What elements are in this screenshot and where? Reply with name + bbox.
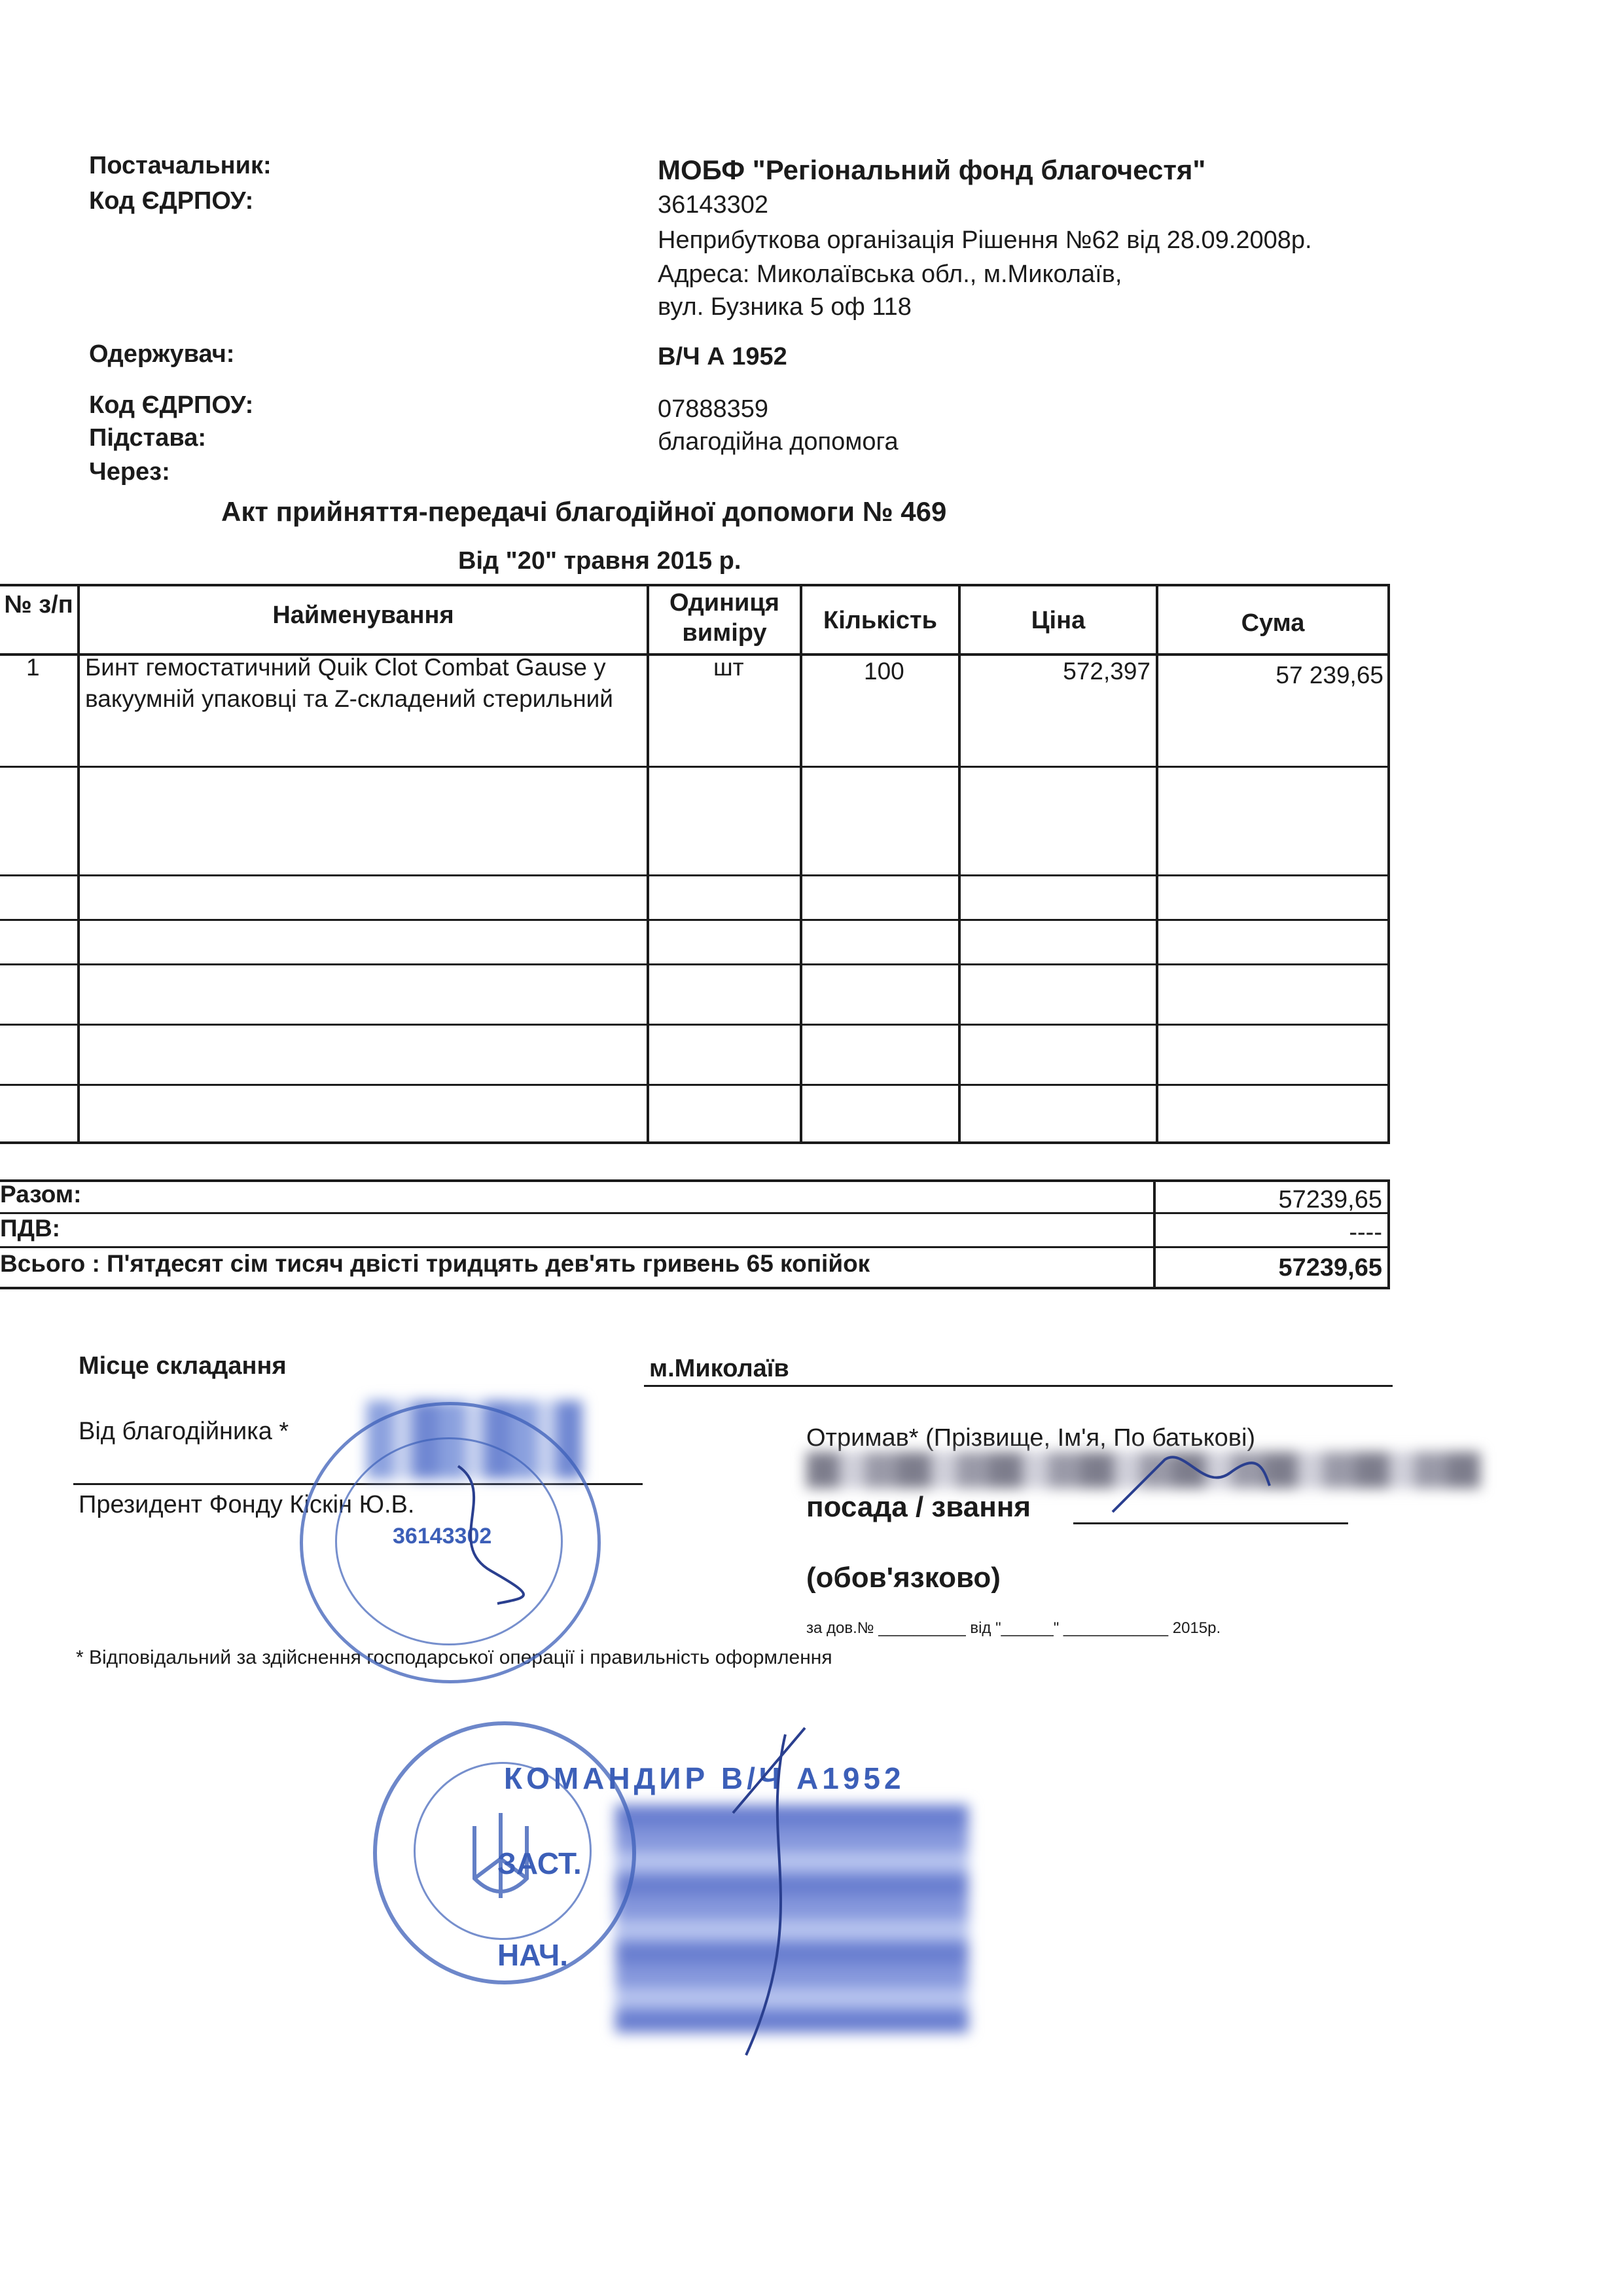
recipient-value: В/Ч А 1952 xyxy=(658,343,787,370)
table-cell-number: 1 xyxy=(26,654,40,681)
totals-line xyxy=(0,1179,1390,1182)
table-line xyxy=(800,584,802,1144)
totals-line xyxy=(1387,1179,1390,1289)
power-of-attorney: за дов.№ __________ від "______" ____________ 2015р. xyxy=(806,1619,1221,1637)
header-name: Найменування xyxy=(272,601,454,629)
stamp-title: КОМАНДИР В/Ч А1952 xyxy=(504,1761,905,1795)
header-unit: Одиниця виміру xyxy=(669,589,779,647)
stamp-line1: ЗАСТ. xyxy=(497,1846,582,1880)
table-line xyxy=(647,584,649,1144)
code2-value: 07888359 xyxy=(658,395,769,423)
table-line xyxy=(0,919,1390,921)
signature-icon xyxy=(419,1440,550,1610)
table-cell-qty: 100 xyxy=(864,658,904,685)
position-label: посада / звання xyxy=(806,1491,1031,1523)
place-underline xyxy=(644,1385,1393,1387)
supplier-name: МОБФ "Регіональний фонд благочестя" xyxy=(658,154,1206,185)
total-label: Всього : П'ятдесят сім тисяч двісті тридцять дев'ять гривень 65 копійок xyxy=(0,1250,870,1277)
signature-icon xyxy=(1106,1433,1276,1525)
code1-value: 36143302 xyxy=(658,191,769,219)
received-label: Отримав* (Прізвище, Ім'я, По батькові) xyxy=(806,1424,1256,1452)
header-number: № з/п xyxy=(4,591,73,619)
table-cell-name: Бинт гемостатичний Quik Clot Combat Gause у вакуумній упаковці та Z-складений стерильний xyxy=(85,654,613,712)
vat-value: ---- xyxy=(1349,1219,1382,1246)
table-line xyxy=(0,584,1390,586)
signature-icon xyxy=(707,1715,825,2068)
code1-label: Код ЄДРПОУ: xyxy=(89,187,254,215)
table-line xyxy=(0,1024,1390,1026)
table-line xyxy=(0,766,1390,768)
total-value: 57239,65 xyxy=(1278,1254,1382,1282)
table-cell-sum: 57 239,65 xyxy=(1275,662,1383,689)
address-line2: вул. Бузника 5 оф 118 xyxy=(658,293,912,321)
president-label: Президент Фонду Кіскін Ю.В. xyxy=(79,1491,415,1518)
doc-date: Від "20" травня 2015 р. xyxy=(458,547,741,575)
table-line xyxy=(77,584,80,1144)
mandatory-label: (обов'язково) xyxy=(806,1562,1001,1594)
doc-title: Акт прийняття-передачі благодійної допомоги № 469 xyxy=(221,496,947,527)
table-cell-unit: шт xyxy=(713,654,744,681)
basis-value: благодійна допомога xyxy=(658,428,899,456)
vat-label: ПДВ: xyxy=(0,1215,60,1242)
header-sum: Сума xyxy=(1241,609,1305,637)
totals-line xyxy=(0,1287,1390,1289)
via-label: Через: xyxy=(89,458,170,486)
header-qty: Кількість xyxy=(823,607,937,634)
subtotal-label: Разом: xyxy=(0,1181,82,1208)
responsibility-note: * Відповідальний за здійснення господарської операції і правильність оформлення xyxy=(76,1647,832,1668)
address-line1: Адреса: Миколаївська обл., м.Миколаїв, xyxy=(658,260,1122,288)
basis-label: Підстава: xyxy=(89,424,207,452)
table-line xyxy=(0,963,1390,965)
org-note: Неприбуткова організація Рішення №62 від 28.09.2008р. xyxy=(658,226,1312,254)
place-value: м.Миколаїв xyxy=(649,1355,789,1382)
table-line xyxy=(0,1084,1390,1086)
table-line xyxy=(1387,584,1390,1144)
supplier-label: Постачальник: xyxy=(89,152,272,179)
recipient-label: Одержувач: xyxy=(89,340,235,368)
header-price: Ціна xyxy=(1031,607,1086,634)
table-line xyxy=(0,874,1390,876)
stamp-line2: НАЧ. xyxy=(497,1938,569,1972)
table-line xyxy=(0,1141,1390,1144)
from-donor-label: Від благодійника * xyxy=(79,1418,289,1445)
table-cell-price: 572,397 xyxy=(1063,658,1150,685)
code2-label: Код ЄДРПОУ: xyxy=(89,391,254,419)
stamp-code: 36143302 xyxy=(393,1524,492,1549)
place-label: Місце складання xyxy=(79,1352,287,1380)
subtotal-value: 57239,65 xyxy=(1278,1186,1382,1213)
